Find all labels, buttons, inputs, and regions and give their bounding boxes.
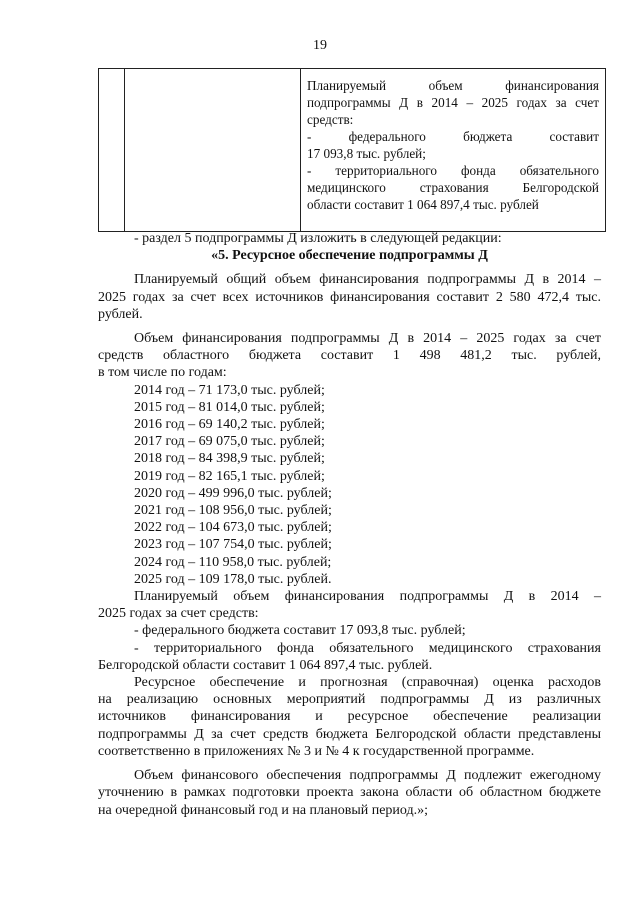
year-line: 2021 год – 108 956,0 тыс. рублей;	[134, 503, 332, 519]
table-line: средств:	[307, 112, 354, 127]
year-line: 2016 год – 69 140,2 тыс. рублей;	[134, 417, 325, 433]
paragraph-line: 2025 годах за счет средств:	[98, 606, 259, 622]
paragraph-line: - территориального фонда обязательного медицинского страхования	[134, 640, 601, 656]
financing-table	[98, 68, 606, 232]
paragraph-line: Объем финансового обеспечения подпрограммы Д подлежит ежегодному	[134, 768, 601, 784]
paragraph-fund	[98, 640, 601, 674]
table-divider	[300, 69, 301, 231]
year-line: 2014 год – 71 173,0 тыс. рублей;	[134, 382, 325, 398]
table-cell-financing	[307, 77, 599, 213]
section-heading: «5. Ресурсное обеспечение подпрограммы Д	[211, 248, 488, 264]
year-line: 2015 год – 81 014,0 тыс. рублей;	[134, 399, 325, 415]
year-line: 2025 год – 109 178,0 тыс. рублей.	[134, 571, 332, 587]
paragraph-line: Планируемый объем финансирования подпрограммы Д в 2014 –	[134, 589, 601, 605]
paragraph-line: рублей.	[98, 306, 143, 322]
table-line: подпрограммы Д в 2014 – 2025 годах за счет	[307, 95, 599, 110]
paragraph-line: средств областного бюджета составит 1 498 481,2 тыс. рублей,	[98, 348, 601, 364]
year-line: 2017 год – 69 075,0 тыс. рублей;	[134, 434, 325, 450]
years-list	[98, 382, 601, 588]
table-line: - федерального бюджета составит	[307, 129, 599, 144]
paragraph-planned	[98, 588, 601, 622]
paragraph-line: Объем финансирования подпрограммы Д в 2014 – 2025 годах за счет	[134, 331, 601, 347]
year-line: 2023 год – 107 754,0 тыс. рублей;	[134, 537, 332, 553]
table-line: - территориального фонда обязательного	[307, 163, 599, 178]
year-line: 2018 год – 84 398,9 тыс. рублей;	[134, 451, 325, 467]
paragraph-resources	[98, 674, 601, 760]
paragraph-line: подпрограммы Д за счет средств бюджета Белгородской области представлены	[98, 726, 601, 742]
table-line: области составит 1 064 897,4 тыс. рублей	[307, 197, 539, 212]
year-line: 2020 год – 499 996,0 тыс. рублей;	[134, 485, 332, 501]
paragraph-line: в том числе по годам:	[98, 365, 227, 381]
paragraph-line: Белгородской области составит 1 064 897,4 тыс. рублей.	[98, 657, 433, 673]
year-line: 2019 год – 82 165,1 тыс. рублей;	[134, 468, 325, 484]
paragraph-line: Ресурсное обеспечение и прогнозная (справочная) оценка расходов	[134, 675, 601, 691]
paragraph-clarification	[98, 767, 601, 819]
table-divider	[124, 69, 125, 231]
year-line: 2024 год – 110 958,0 тыс. рублей;	[134, 554, 332, 570]
paragraph-line: Планируемый общий объем финансирования подпрограммы Д в 2014 –	[134, 272, 601, 288]
table-line: 17 093,8 тыс. рублей;	[307, 146, 426, 161]
paragraph-line: на реализацию основных мероприятий подпрограммы Д из различных	[98, 692, 601, 708]
document-body	[98, 230, 601, 819]
paragraph-regional	[98, 330, 601, 382]
intro-line: - раздел 5 подпрограммы Д изложить в следующей редакции:	[134, 231, 502, 246]
paragraph-line: уточнению в рамках подготовки проекта закона области об областном бюджете	[98, 785, 601, 801]
paragraph-line: источников финансирования и ресурсное обеспечение реализации	[98, 709, 601, 725]
table-line: Планируемый объем финансирования	[307, 78, 599, 93]
year-line: 2022 год – 104 673,0 тыс. рублей;	[134, 520, 332, 536]
page-number: 19	[313, 38, 327, 53]
paragraph-total	[98, 271, 601, 323]
table-line: медицинского страхования Белгородской	[307, 180, 599, 195]
paragraph-line: соответственно в приложениях № 3 и № 4 к государственной программе.	[98, 743, 535, 759]
paragraph-line: 2025 годах за счет всех источников финансирования составит 2 580 472,4 тыс.	[98, 289, 601, 305]
paragraph-line: на очередной финансовый год и на плановый период.»;	[98, 802, 429, 818]
federal-budget-line: - федерального бюджета составит 17 093,8 тыс. рублей;	[134, 623, 466, 639]
